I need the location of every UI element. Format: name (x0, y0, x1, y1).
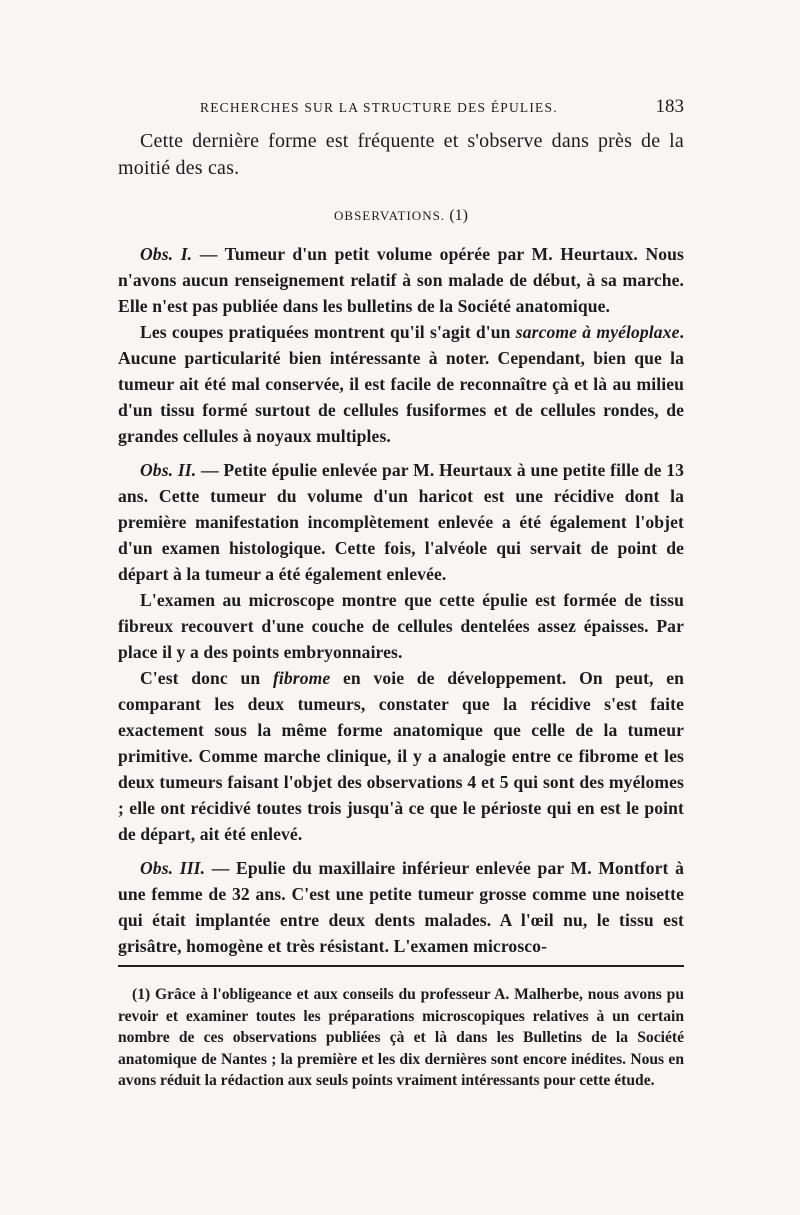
observation-3-paragraph-1 (118, 855, 684, 959)
main-text (118, 128, 684, 959)
observation-2-emphasis: fibrome (272, 668, 331, 688)
observation-2-label: Obs. II. (140, 460, 197, 480)
observation-3-label: Obs. III. (140, 858, 206, 878)
observation-2-paragraph-3 (118, 665, 684, 847)
observation-1-paragraph-1 (118, 241, 684, 319)
observation-2-text: — Petite épulie enlevée par M. Heurtaux à une petite fille de 13 ans. Cette tumeur du volume d'un haricot est une récidive dont la première manifestation incomplètement enlevée a été également l'objet d'un examen histologique. Cette fois, l'alvéole qui servait de point de départ à la tumeur a été également enlevée. (118, 460, 684, 584)
intro-paragraph: Cette dernière forme est fréquente et s'observe dans près de la moitié des cas. (118, 130, 684, 179)
observation-2-paragraph-2: L'examen au microscope montre que cette épulie est formée de tissu fibreux recouvert d'une couche de cellules dentelées assez épaisses. Par place il y a des points embryonnaires. (118, 590, 684, 662)
footnote: (1) Grâce à l'obligeance et aux conseils du professeur A. Malherbe, nous avons pu revoir et examiner toutes les préparations microscopiques relatives à un certain nombre de ces observations publiées çà et là dans les Bulletins de la Société anatomique de Nantes ; la première et les dix dernières sont encore inédites. Nous en avons réduit la rédaction aux seuls points vraiment intéressants pour cette étude. (118, 986, 684, 1089)
observation-2-text-b: en voie de développement. On peut, en comparant les deux tumeurs, constater que la récidive s'est faite exactement sous la même forme anatomique que celle de la tumeur primitive. Comme marche clinique, il y a analogie entre ce fibrome et les deux tumeurs faisant l'objet des observations 4 et 5 qui sont des myélomes ; elle ont récidivé toutes trois jusqu'à ce que le périoste qui en est le point de départ, ait été enlevé. (118, 668, 684, 844)
observation-1-text: — Tumeur d'un petit volume opérée par M. Heurtaux. Nous n'avons aucun renseignement relatif à son malade de début, à sa marche. Elle n'est pas publiée dans les bulletins de la Société anatomique. (118, 244, 685, 316)
observation-2-paragraph-1 (118, 457, 684, 587)
section-heading (118, 207, 684, 225)
running-head (118, 96, 684, 118)
footnote-reference: (1) (449, 207, 468, 224)
observation-1-paragraph-2 (118, 319, 684, 449)
observation-1-label: Obs. I. (140, 244, 193, 264)
page-number: 183 (655, 96, 684, 117)
observation-2-text-a: C'est donc un (140, 668, 273, 688)
observation-3-text: — Epulie du maxillaire inférieur enlevée par M. Montfort à une femme de 32 ans. C'est une petite tumeur grosse comme une noisette qui était implantée entre deux dents malades. A l'œil nu, le tissu est grisâtre, homogène et très résistant. L'examen microsco- (118, 858, 684, 956)
observation-1-text-b: . Aucune particularité bien intéressante à noter. Cependant, bien que la tumeur ait été mal conservée, il est facile de reconnaître çà et là au milieu d'un tissu formé surtout de cellules fusiformes et de cellules rondes, de grandes cellules à noyaux multiples. (118, 322, 684, 446)
observation-1-text-a: Les coupes pratiquées montrent qu'il s'agit d'un (140, 322, 516, 342)
running-title: RECHERCHES SUR LA STRUCTURE DES ÉPULIES. (200, 100, 558, 115)
section-title: OBSERVATIONS. (334, 208, 446, 223)
footnote-divider (118, 965, 684, 967)
observation-1-emphasis: sarcome à myéloplaxe (515, 322, 680, 342)
